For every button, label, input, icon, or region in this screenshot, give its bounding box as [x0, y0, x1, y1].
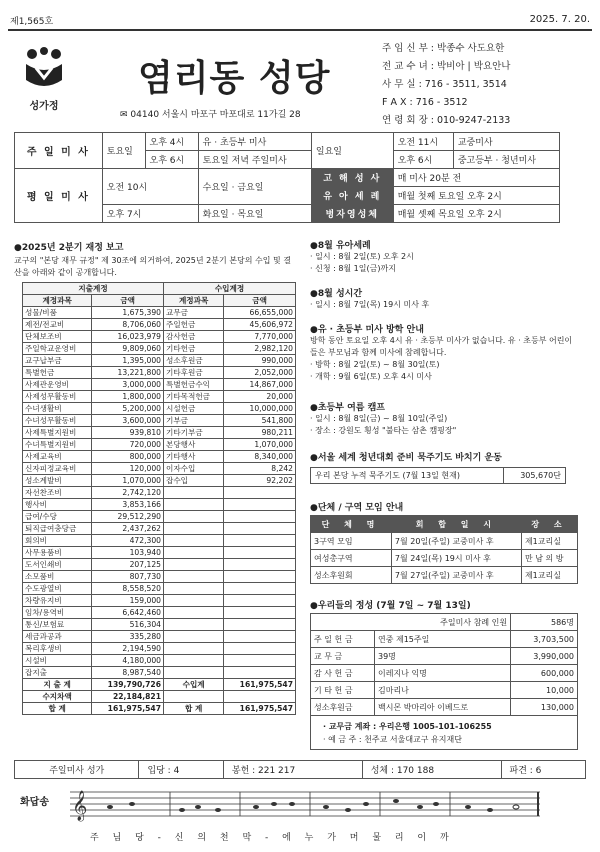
music-staff-icon	[70, 784, 550, 824]
account-amount: 8,558,520	[92, 583, 164, 595]
account-item: 제전/전교비	[23, 319, 92, 331]
hymn-communion: 성체 : 170 188	[362, 761, 501, 779]
hymn-offertory: 봉헌 : 221 217	[223, 761, 362, 779]
notice-infant-baptism	[310, 238, 578, 275]
account-amount: 720,000	[92, 439, 164, 451]
account-item: 기타헌금	[164, 343, 224, 355]
account-item: 급여/수당	[23, 511, 92, 523]
col-amount: 금액	[92, 295, 164, 307]
groups-title: ● 단체 / 구역 모임 안내	[310, 500, 578, 513]
account-item: 주일헌금	[164, 319, 224, 331]
infant-baptism-desc: 매월 첫째 토요일 오후 2시	[393, 187, 559, 205]
account-amount: 10,000,000	[224, 403, 296, 415]
income-total-label: 수입계	[164, 679, 224, 691]
table-row	[23, 403, 296, 415]
account-item: 퇴직급여충당금	[23, 523, 92, 535]
finance-section	[14, 240, 298, 279]
sum-label: 합 계	[164, 703, 224, 715]
hymn-label: 주일미사 성가	[15, 761, 139, 779]
account-item: 기타기부금	[164, 427, 224, 439]
account-item: 사제성무활동비	[23, 391, 92, 403]
offering-amount: 3,990,000	[511, 648, 578, 665]
contact-row: 주 임 신 부 : 박종수 사도요한	[382, 43, 505, 54]
account-item: 사제특별지원비	[23, 427, 92, 439]
table-row	[23, 655, 296, 667]
attendance-label: 주일미사 참례 인원	[311, 614, 511, 631]
account-amount: 66,655,000	[224, 307, 296, 319]
hymn-recessional: 파견 : 6	[501, 761, 585, 779]
account-amount: 45,606,972	[224, 319, 296, 331]
account-item: 수녀생활비	[23, 403, 92, 415]
account-amount	[224, 499, 296, 511]
account-item: 시설비	[23, 655, 92, 667]
notice-holy-hour	[310, 286, 578, 311]
account-item: 잡지출	[23, 667, 92, 679]
table-row	[23, 415, 296, 427]
account-amount: 8,340,000	[224, 451, 296, 463]
account-amount: 335,280	[92, 631, 164, 643]
account-amount: 7,770,000	[224, 331, 296, 343]
offering-desc: 연중 제15주일	[374, 631, 510, 648]
account-amount: 807,730	[92, 571, 164, 583]
parish-logo	[16, 46, 72, 116]
account-amount: 541,800	[224, 415, 296, 427]
account-item: 회의비	[23, 535, 92, 547]
account-item: 기타행사	[164, 451, 224, 463]
sum-expense: 161,975,547	[92, 703, 164, 715]
account-item: 사제교육비	[23, 451, 92, 463]
notice-youth-vacation	[310, 322, 578, 383]
notice-line: · 방학 : 8월 2일(토) ~ 8월 30일(토)	[310, 360, 440, 369]
income-header: 수입계정	[164, 283, 296, 295]
account-item: 단체보조비	[23, 331, 92, 343]
account-item	[164, 547, 224, 559]
col-item: 계정과목	[164, 295, 224, 307]
table-row	[23, 367, 296, 379]
account-item: 교무금	[164, 307, 224, 319]
finance-title: ● 2025년 2분기 재정 보고	[14, 240, 298, 253]
account-amount: 3,000,000	[92, 379, 164, 391]
group-name: 3구역 모임	[311, 533, 392, 550]
offering-amount: 600,000	[511, 665, 578, 682]
account-amount: 103,940	[92, 547, 164, 559]
mass-desc: 토요일 저녁 주일미사	[198, 151, 311, 169]
account-amount: 472,300	[92, 535, 164, 547]
account-amount: 1,800,000	[92, 391, 164, 403]
account-amount	[224, 643, 296, 655]
account-item	[164, 619, 224, 631]
offering-type: 기 타 헌 금	[311, 682, 375, 699]
contact-row: 사 무 실 : 716 - 3511, 3514	[382, 79, 507, 90]
account-amount	[224, 595, 296, 607]
sum-income: 161,975,547	[224, 703, 296, 715]
table-row	[23, 595, 296, 607]
account-amount: 8,242	[224, 463, 296, 475]
table-row	[23, 451, 296, 463]
mass-time: 오후 4시	[145, 133, 198, 151]
group-name: 여성총구역	[311, 550, 392, 567]
account-item: 행사비	[23, 499, 92, 511]
parish-title: 염리동 성당	[138, 57, 331, 99]
account-amount: 2,052,000	[224, 367, 296, 379]
table-row	[311, 682, 578, 699]
account-item: 성소계발비	[23, 475, 92, 487]
hymn-table	[14, 760, 586, 779]
account-amount: 939,810	[92, 427, 164, 439]
account-amount: 5,200,000	[92, 403, 164, 415]
income-total: 161,975,547	[224, 679, 296, 691]
table-row	[23, 427, 296, 439]
mass-time: 오전 10시	[102, 169, 198, 205]
account-amount: 1,395,000	[92, 355, 164, 367]
account-amount	[224, 523, 296, 535]
top-rule	[8, 29, 592, 31]
account-item: 기타목적헌금	[164, 391, 224, 403]
mass-desc: 중고등부 · 청년미사	[453, 151, 559, 169]
account-amount: 1,070,000	[92, 475, 164, 487]
finance-table	[22, 282, 296, 715]
notice-line: · 신청 : 8월 1일(금)까지	[310, 264, 396, 273]
table-row	[311, 665, 578, 682]
account-amount: 20,000	[224, 391, 296, 403]
account-amount: 2,982,120	[224, 343, 296, 355]
table-row	[311, 567, 578, 584]
balance-label: 수지차액	[23, 691, 92, 703]
sum-label: 합 계	[23, 703, 92, 715]
account-amount	[224, 559, 296, 571]
col-item: 계정과목	[23, 295, 92, 307]
col-amount: 금액	[224, 295, 296, 307]
offering-type: 주 일 헌 금	[311, 631, 375, 648]
account-line: · 예 금 주 : 천주교 서울대교구 유지재단	[323, 734, 462, 744]
table-row	[23, 559, 296, 571]
account-amount: 159,000	[92, 595, 164, 607]
sick-communion-label: 병자영성체	[311, 205, 393, 223]
finance-desc: 교구의 "본당 재무 규정" 제 30조에 의거하여, 2025년 2분기 본당의 수입 및 결산을 아래와 같이 공개합니다.	[14, 256, 291, 277]
table-row	[23, 379, 296, 391]
account-amount	[224, 571, 296, 583]
account-amount	[224, 655, 296, 667]
account-amount: 207,125	[92, 559, 164, 571]
notice-wyd-rosary	[310, 450, 578, 484]
notice-title: ● 서울 세계 청년대회 준비 묵주기도 바치기 운동	[310, 450, 578, 463]
mass-time: 오후 7시	[102, 205, 198, 223]
account-amount	[224, 547, 296, 559]
account-item: 잡수입	[164, 475, 224, 487]
group-time: 7월 27일(주일) 교중미사 후	[391, 567, 521, 584]
mass-desc: 교중미사	[453, 133, 559, 151]
notice-title: ● 초등부 여름 캠프	[310, 400, 578, 413]
table-row	[23, 631, 296, 643]
table-row	[23, 619, 296, 631]
account-amount: 980,211	[224, 427, 296, 439]
offering-desc: 백시몬 박마리아 이베드로	[374, 699, 510, 716]
account-amount: 1,070,000	[224, 439, 296, 451]
offering-type: 성소후원금	[311, 699, 375, 716]
table-row	[23, 439, 296, 451]
account-amount	[224, 583, 296, 595]
account-amount	[224, 511, 296, 523]
contact-row: 연 령 회 장 : 010-9247-2133	[382, 115, 511, 126]
table-row	[23, 571, 296, 583]
account-item	[164, 607, 224, 619]
response-label: 화답송	[20, 797, 49, 808]
table-row	[23, 523, 296, 535]
account-item	[164, 655, 224, 667]
account-item	[164, 487, 224, 499]
account-amount: 2,194,590	[92, 643, 164, 655]
account-amount	[224, 667, 296, 679]
response-lyrics: 주 님 당 - 신 의 천 막 - 에 누 가 머 물 리 이 까	[90, 833, 453, 843]
offering-desc: 김마리나	[374, 682, 510, 699]
account-item: 복리후생비	[23, 643, 92, 655]
notice-line: · 장소 : 강원도 횡성 "불타는 삼촌 캠핑장"	[310, 426, 457, 435]
account-amount: 8,987,540	[92, 667, 164, 679]
account-item: 특별헌금수익	[164, 379, 224, 391]
account-item: 도서인쇄비	[23, 559, 92, 571]
groups-section	[310, 500, 578, 584]
expense-total: 139,790,726	[92, 679, 164, 691]
offerings-section	[310, 598, 578, 750]
group-place: 만 남 의 방	[521, 550, 577, 567]
account-amount: 990,000	[224, 355, 296, 367]
groups-col: 장 소	[521, 516, 577, 533]
account-amount	[224, 619, 296, 631]
account-item: 주일학교운영비	[23, 343, 92, 355]
infant-baptism-label: 유 아 세 례	[311, 187, 393, 205]
account-line: · 교무금 계좌 : 우리은행 1005-101-106255	[323, 721, 492, 731]
account-amount: 8,706,060	[92, 319, 164, 331]
offering-amount: 130,000	[511, 699, 578, 716]
issue-date: 2025. 7. 20.	[529, 14, 590, 25]
account-amount	[224, 487, 296, 499]
group-name: 성소후원회	[311, 567, 392, 584]
notice-line: · 일시 : 8월 2일(토) 오후 2시	[310, 252, 414, 261]
account-amount: 16,023,979	[92, 331, 164, 343]
table-row	[23, 583, 296, 595]
account-amount: 13,221,800	[92, 367, 164, 379]
notice-desc: 방학 동안 토요일 오후 4시 유 · 초등부 미사가 없습니다. 유 · 초등부 어린이들은 부모님과 함께 미사에 참례합니다.	[310, 336, 573, 357]
table-row	[311, 699, 578, 716]
account-item	[164, 523, 224, 535]
account-item	[164, 667, 224, 679]
account-amount	[224, 607, 296, 619]
account-item: 특별헌금	[23, 367, 92, 379]
mass-schedule-table	[14, 132, 560, 223]
offering-type: 감 사 헌 금	[311, 665, 375, 682]
table-row	[23, 499, 296, 511]
account-amount	[224, 631, 296, 643]
account-amount: 120,000	[92, 463, 164, 475]
table-row	[311, 550, 578, 567]
account-item	[164, 499, 224, 511]
sunday-mass-label: 주 일 미 사	[15, 133, 103, 169]
notice-title: ● 8월 성시간	[310, 286, 578, 299]
groups-table	[310, 515, 578, 584]
notice-line: · 일시 : 8월 7일(목) 19시 미사 후	[310, 300, 430, 309]
account-item	[164, 571, 224, 583]
account-item: 시설헌금	[164, 403, 224, 415]
mass-time: 오전 11시	[393, 133, 453, 151]
account-item: 신자피정교육비	[23, 463, 92, 475]
offering-desc: 이레지나 익명	[374, 665, 510, 682]
account-item: 통신/보험료	[23, 619, 92, 631]
hymn-entrance: 입당 : 4	[139, 761, 223, 779]
sick-communion-desc: 매월 셋째 목요일 오후 2시	[393, 205, 559, 223]
account-item	[164, 511, 224, 523]
balance-value: 22,184,821	[92, 691, 164, 703]
account-item: 사제관운영비	[23, 379, 92, 391]
account-amount	[224, 535, 296, 547]
notice-title: ● 유 · 초등부 미사 방학 안내	[310, 322, 578, 335]
table-row	[311, 631, 578, 648]
table-row	[23, 343, 296, 355]
account-item	[164, 583, 224, 595]
account-item: 기타후원금	[164, 367, 224, 379]
notice-line: · 일시 : 8월 8일(금) ~ 8월 10일(주일)	[310, 414, 448, 423]
account-info	[311, 716, 578, 750]
table-row	[23, 463, 296, 475]
account-item: 성물/비품	[23, 307, 92, 319]
account-amount: 9,809,060	[92, 343, 164, 355]
account-amount: 4,180,000	[92, 655, 164, 667]
table-row	[23, 547, 296, 559]
account-amount: 800,000	[92, 451, 164, 463]
offering-type: 교 무 금	[311, 648, 375, 665]
account-item: 사무용품비	[23, 547, 92, 559]
account-item: 수녀성무활동비	[23, 415, 92, 427]
group-time: 7월 24일(목) 19시 미사 후	[391, 550, 521, 567]
confession-desc: 매 미사 20분 전	[393, 169, 559, 187]
notice-line: · 개학 : 9월 6일(토) 오후 4시 미사	[310, 372, 432, 381]
account-amount: 3,600,000	[92, 415, 164, 427]
mass-time: 오후 6시	[145, 151, 198, 169]
account-item	[164, 595, 224, 607]
account-item	[164, 643, 224, 655]
notice-title: ● 8월 유아세례	[310, 238, 578, 251]
account-amount: 1,675,390	[92, 307, 164, 319]
mail-icon: ✉	[120, 110, 128, 120]
contact-row: 전 교 수 녀 : 박비아 | 박요안나	[382, 61, 511, 72]
expense-header: 지출계정	[23, 283, 164, 295]
account-item: 수녀특별지원비	[23, 439, 92, 451]
table-row	[23, 487, 296, 499]
expense-total-label: 지 출 계	[23, 679, 92, 691]
account-amount: 14,867,000	[224, 379, 296, 391]
account-item: 이자수입	[164, 463, 224, 475]
rosary-table	[310, 467, 566, 484]
table-row	[23, 667, 296, 679]
rosary-value: 305,670단	[503, 468, 565, 484]
offering-amount: 3,703,500	[511, 631, 578, 648]
contact-info	[382, 40, 511, 130]
table-row	[23, 355, 296, 367]
account-item: 자선찬조비	[23, 487, 92, 499]
account-item	[164, 631, 224, 643]
table-row	[23, 511, 296, 523]
offerings-title: ● 우리들의 정성 (7월 7일 ~ 7월 13일)	[310, 598, 578, 611]
table-row	[23, 643, 296, 655]
account-amount: 92,202	[224, 475, 296, 487]
account-item: 수도광열비	[23, 583, 92, 595]
account-item: 감사헌금	[164, 331, 224, 343]
attendance-value: 586명	[511, 614, 578, 631]
account-amount: 2,742,120	[92, 487, 164, 499]
table-row	[311, 648, 578, 665]
account-item: 교구납부금	[23, 355, 92, 367]
offering-desc: 39명	[374, 648, 510, 665]
account-amount: 516,304	[92, 619, 164, 631]
table-row	[23, 391, 296, 403]
contact-row: F A X : 716 - 3512	[382, 97, 468, 108]
confession-label: 고 해 성 사	[311, 169, 393, 187]
account-item: 기부금	[164, 415, 224, 427]
logo-label: 성가정	[29, 101, 59, 112]
sunday-label: 일요일	[311, 133, 393, 169]
mass-days: 화요일 · 목요일	[198, 205, 311, 223]
address-text: 04140 서울시 마포구 마포대로 11가길 28	[130, 110, 301, 120]
table-row	[23, 319, 296, 331]
offerings-table	[310, 613, 578, 750]
svg-text:𝄞: 𝄞	[72, 791, 88, 821]
account-item: 세금과공과	[23, 631, 92, 643]
table-row	[23, 307, 296, 319]
account-item: 성소후원금	[164, 355, 224, 367]
group-place: 제1교리실	[521, 533, 577, 550]
account-item: 임차/용역비	[23, 607, 92, 619]
account-amount: 2,437,262	[92, 523, 164, 535]
mass-days: 수요일 · 금요일	[198, 169, 311, 205]
rosary-label: 우리 본당 누적 묵주기도 (7월 13일 현재)	[311, 468, 504, 484]
table-row	[23, 607, 296, 619]
account-amount: 29,512,290	[92, 511, 164, 523]
table-row	[23, 475, 296, 487]
account-item	[164, 535, 224, 547]
groups-col: 회 합 일 시	[391, 516, 521, 533]
account-item: 차량유지비	[23, 595, 92, 607]
account-item: 소모품비	[23, 571, 92, 583]
table-row	[23, 331, 296, 343]
notice-summer-camp	[310, 400, 578, 437]
mass-time: 오후 6시	[393, 151, 453, 169]
account-amount: 6,642,460	[92, 607, 164, 619]
group-time: 7월 20일(주일) 교중미사 후	[391, 533, 521, 550]
saturday-label: 토요일	[102, 133, 145, 169]
account-amount: 3,853,166	[92, 499, 164, 511]
mass-desc: 유 · 초등부 미사	[198, 133, 311, 151]
offering-amount: 10,000	[511, 682, 578, 699]
account-item	[164, 559, 224, 571]
address	[120, 107, 301, 120]
issue-number: 제1,565호	[10, 17, 54, 27]
group-place: 제1교리실	[521, 567, 577, 584]
table-row	[311, 533, 578, 550]
account-item: 본당행사	[164, 439, 224, 451]
table-row	[23, 535, 296, 547]
groups-col: 단 체 명	[311, 516, 392, 533]
weekday-mass-label: 평 일 미 사	[15, 169, 103, 223]
holy-family-logo-icon	[22, 46, 66, 92]
